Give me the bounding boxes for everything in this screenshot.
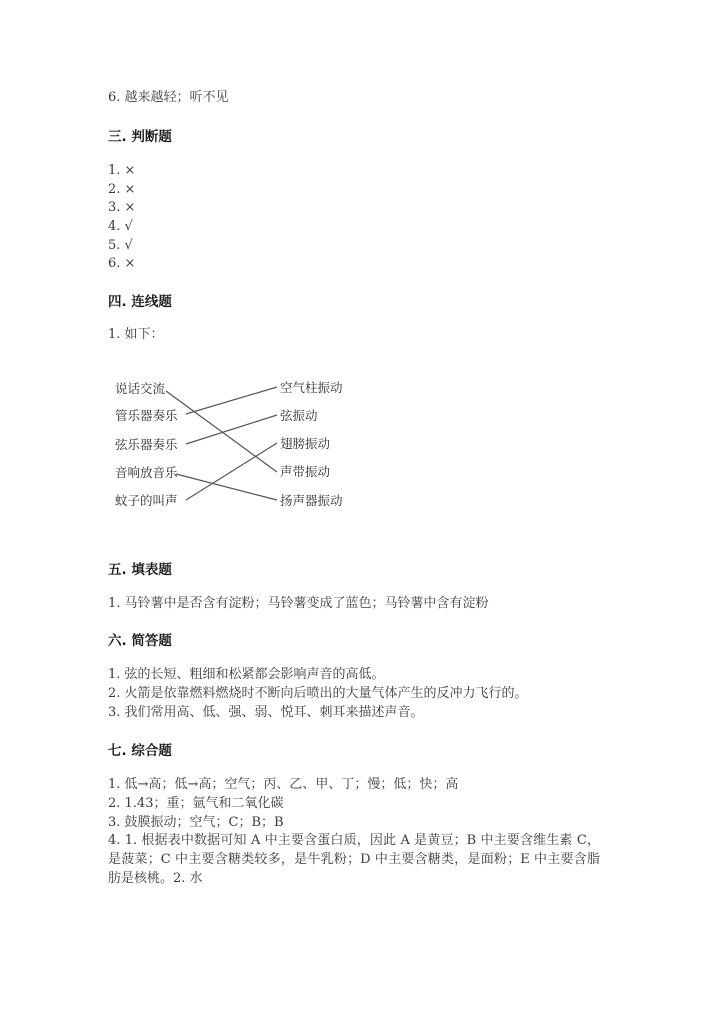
match-right-3: 翅膀振动 xyxy=(280,436,331,451)
line-string-to-string xyxy=(186,415,277,444)
match-left-1: 说话交流 xyxy=(115,381,166,396)
comprehensive-answer-2: 2. 1.43；重；氩气和二氧化碳 xyxy=(108,796,284,811)
line-wind-to-air-column xyxy=(186,387,277,414)
match-right-1: 空气柱振动 xyxy=(280,380,343,395)
short-answer-1: 1. 弦的长短、粗细和松紧都会影响声音的高低。 xyxy=(108,667,385,682)
comprehensive-answer-4: 4. 1. 根据表中数据可知 A 中主要含蛋白质，因此 A 是黄豆；B 中主要含维生素 C，是菠菜；C 中主要含糖类较多，是牛乳粉；D 中主要含糖类，是面粉；E 中主要含脂肪是核桃。2. 水 xyxy=(108,833,600,886)
section-heading-matching: 四. 连线题 xyxy=(108,294,172,310)
line-mosquito-to-wings xyxy=(186,443,277,500)
section-heading-comprehensive: 七. 综合题 xyxy=(108,743,172,759)
judgement-answer-4: 4. √ xyxy=(108,219,133,234)
judgement-answer-6: 6. × xyxy=(108,256,136,271)
judgement-answer-3: 3. × xyxy=(108,200,136,215)
section-heading-judgement: 三. 判断题 xyxy=(108,129,172,145)
matching-intro: 1. 如下： xyxy=(108,327,164,342)
section-heading-short-answer: 六. 简答题 xyxy=(108,633,172,649)
fill-table-answer-1: 1. 马铃薯中是否含有淀粉；马铃薯变成了蓝色；马铃薯中含有淀粉 xyxy=(108,596,489,611)
short-answer-2: 2. 火箭是依靠燃料燃烧时不断向后喷出的大量气体产生的反冲力飞行的。 xyxy=(108,686,528,701)
judgement-answer-2: 2. × xyxy=(108,182,136,197)
comprehensive-answer-1: 1. 低→高；低→高；空气；丙、乙、甲、丁；慢；低；快；高 xyxy=(108,777,459,792)
judgement-answer-1: 1. × xyxy=(108,163,136,178)
match-right-5: 扬声器振动 xyxy=(280,493,343,508)
comprehensive-answer-3: 3. 鼓膜振动；空气；C；B；B xyxy=(108,815,284,830)
judgement-answer-5: 5. √ xyxy=(108,238,133,253)
match-left-3: 弦乐器奏乐 xyxy=(115,437,178,452)
match-left-2: 管乐器奏乐 xyxy=(115,408,178,423)
section-heading-fill-table: 五. 填表题 xyxy=(108,562,172,578)
match-right-4: 声带振动 xyxy=(280,464,331,479)
short-answer-3: 3. 我们常用高、低、强、弱、悦耳、刺耳来描述声音。 xyxy=(108,705,424,720)
match-left-5: 蚊子的叫声 xyxy=(115,493,178,508)
answer-2-6: 6. 越来越轻；听不见 xyxy=(108,90,229,105)
match-right-2: 弦振动 xyxy=(280,408,318,423)
match-left-4: 音响放音乐 xyxy=(115,465,178,480)
